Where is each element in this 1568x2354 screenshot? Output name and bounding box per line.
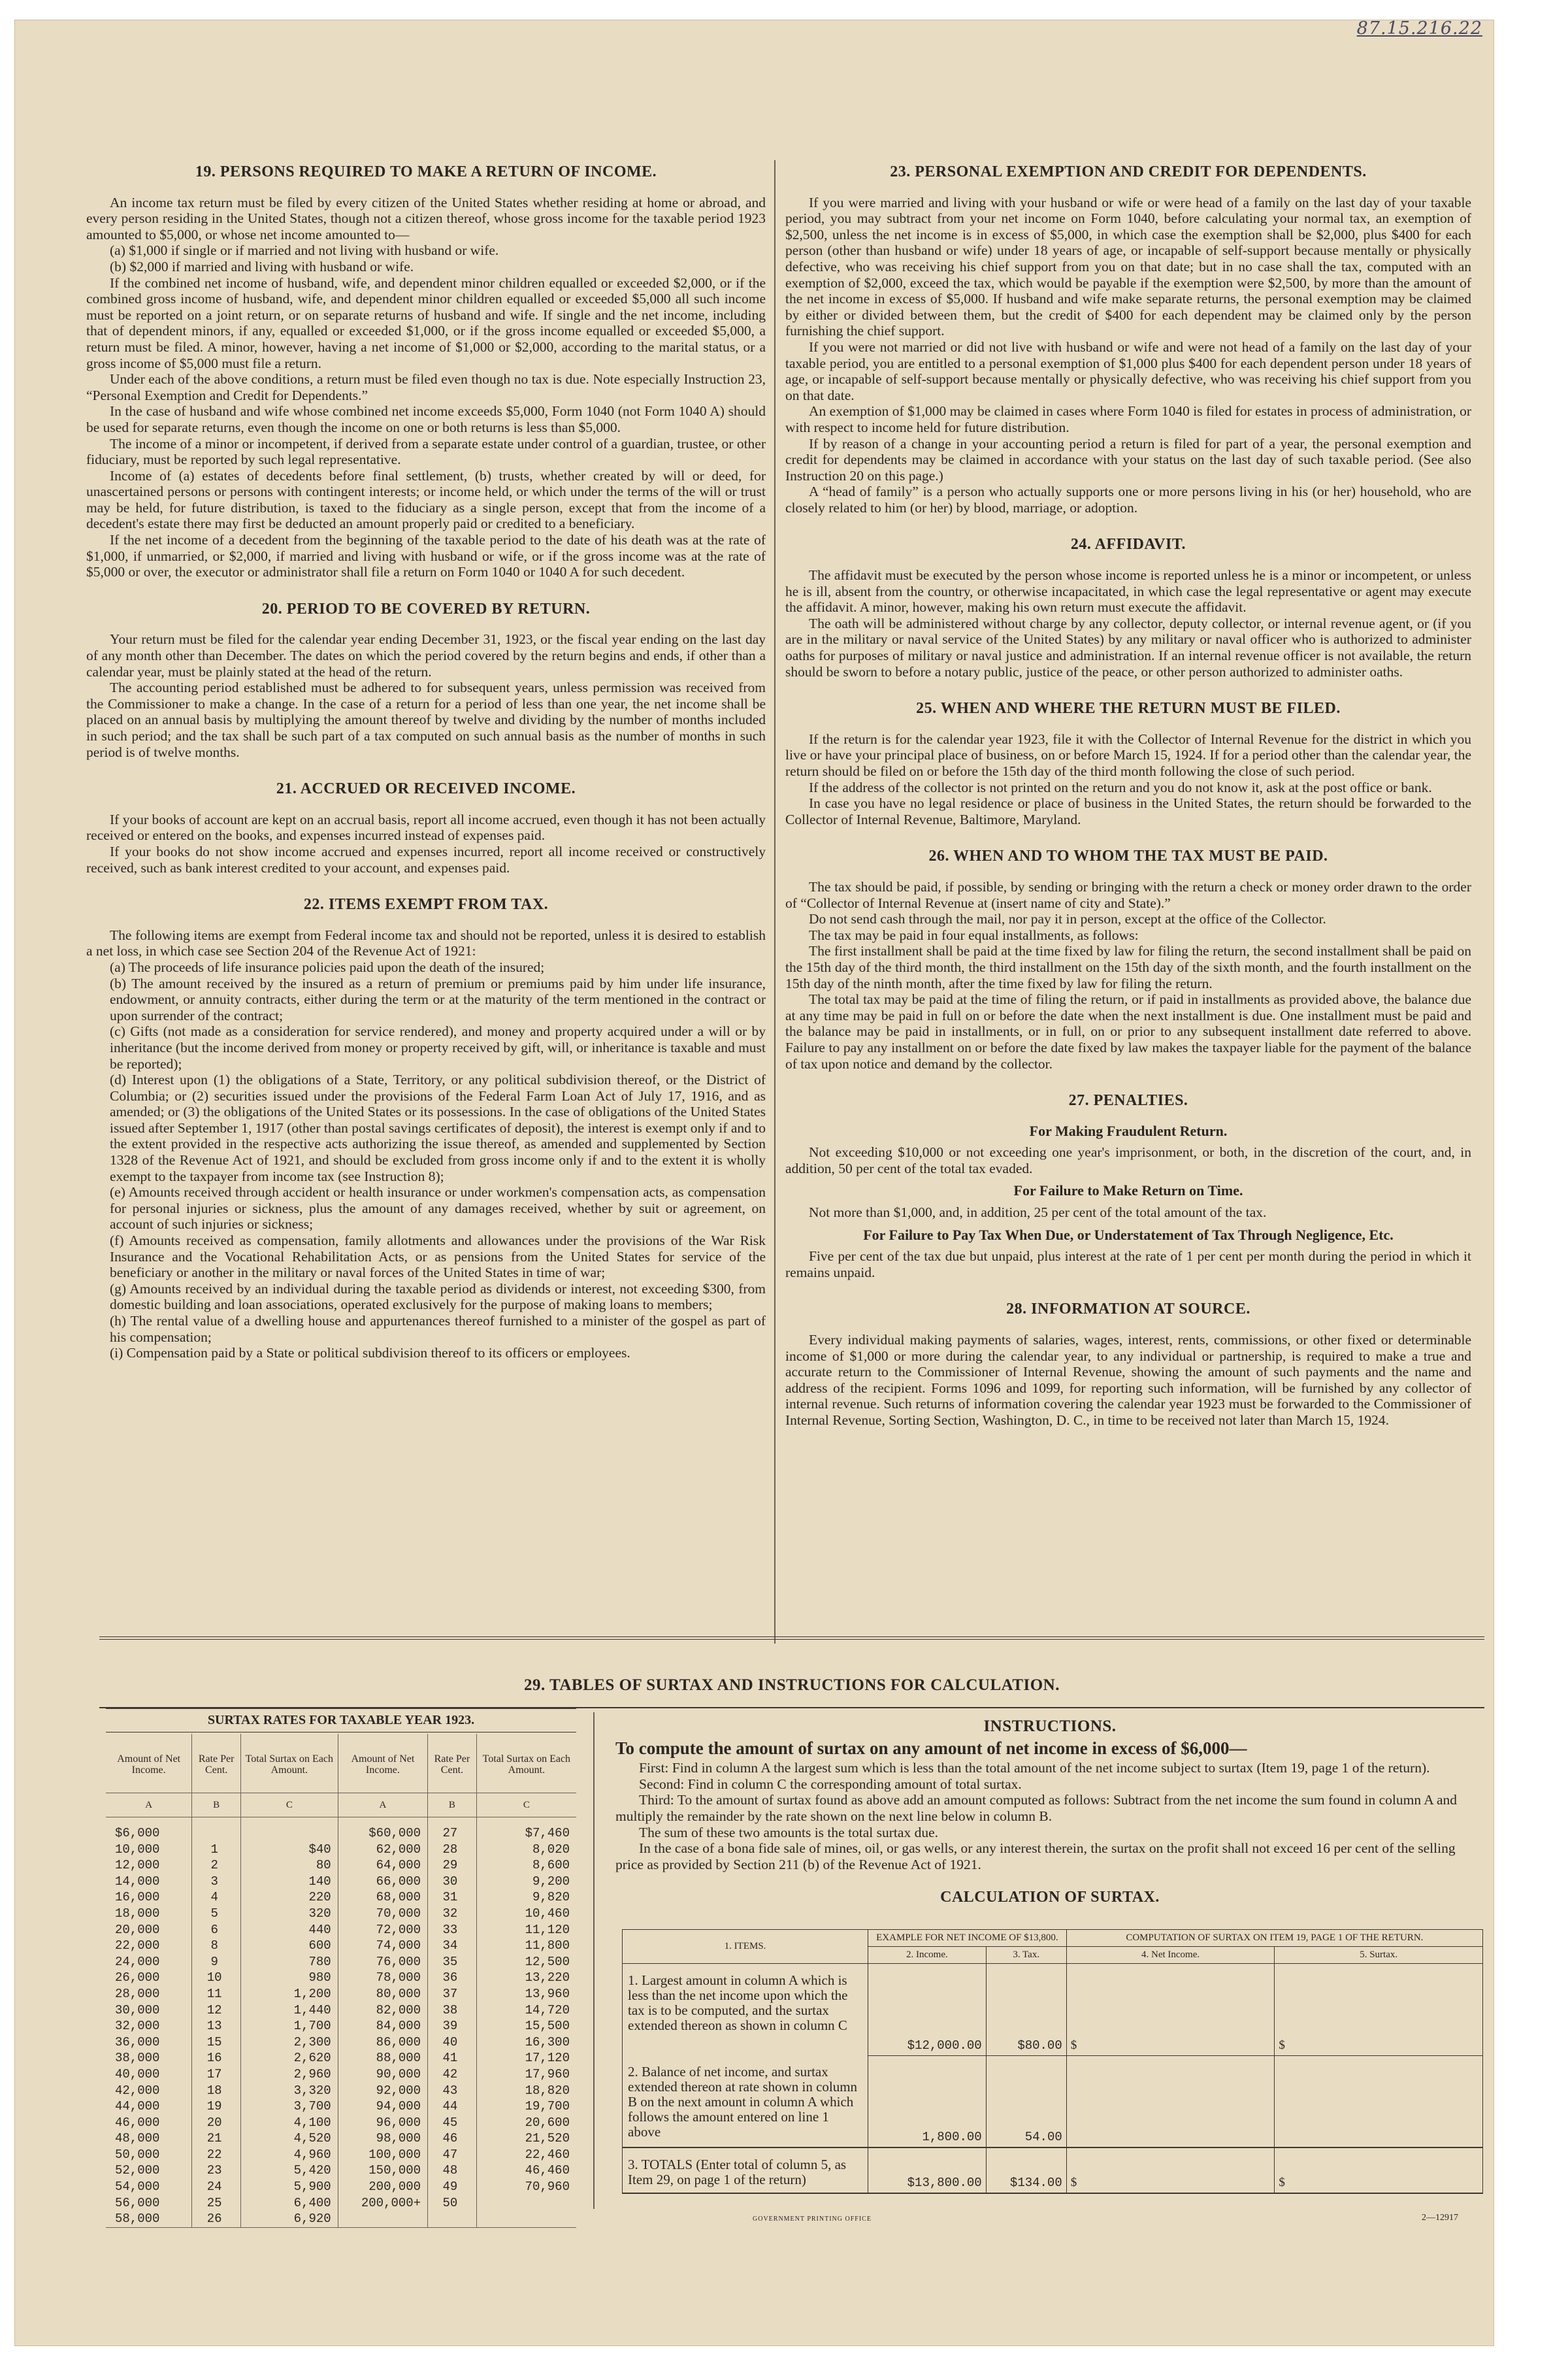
- table-cell: 200,000+: [338, 2195, 427, 2212]
- table-row: [106, 2050, 576, 2066]
- section-gap: [785, 1280, 1471, 1297]
- table-cell: 26,000: [115, 1970, 160, 1985]
- table-cell: 20,000: [115, 1922, 160, 1937]
- section-gap: [785, 1072, 1471, 1089]
- subsection-title: For Making Fraudulent Return.: [1029, 1122, 1228, 1139]
- table-row: [106, 1906, 576, 1922]
- right-column: [785, 160, 1471, 1446]
- table-row: [106, 2195, 576, 2212]
- table-cell: 62,000: [338, 1842, 427, 1858]
- table-cell: 17,120: [476, 2050, 576, 2066]
- table-row: [106, 2179, 576, 2195]
- table-row: [106, 1874, 576, 1890]
- table-cell: 36,000: [115, 2034, 160, 2049]
- paragraph: A “head of family” is a person who actually supports one or more persons living in his (or her) household, who are closely related to him (or her) by blood, marriage, or adoption.: [785, 484, 1471, 516]
- column-divider: [774, 160, 776, 1644]
- surtax-entry: $: [1275, 2147, 1483, 2193]
- table-row: [106, 1842, 576, 1858]
- paragraph: Not exceeding $10,000 or not exceeding one year's imprisonment, or both, in the discretion of the court, and, in addition, 50 per cent of the total tax evaded.: [785, 1144, 1471, 1176]
- table-cell: 37: [428, 1986, 477, 2002]
- paragraph: If you were not married or did not live with husband or wife and were not head of a family on the last day of your taxable period, you are entitled to a personal exemption of $1,000 plus $400 for each dependent person under 18 years of age, or incapable of self-support because mentally or physically defective, who was receiving his chief support from you on that date.: [785, 339, 1471, 403]
- table-cell: 23: [192, 2163, 241, 2179]
- rates-column-letter: B: [428, 1793, 477, 1817]
- rates-column-letter: A: [338, 1793, 427, 1817]
- paragraph: (h) The rental value of a dwelling house and appurtenances thereof furnished to a minister of the gospel as part of his compensation;: [110, 1313, 766, 1345]
- form-number: 2—12917: [1422, 2213, 1458, 2223]
- table-cell: 17: [192, 2066, 241, 2083]
- section-title: 24. AFFIDAVIT.: [1070, 536, 1186, 554]
- table-cell: 94,000: [338, 2098, 427, 2115]
- paragraph: (b) $2,000 if married and living with husband or wife.: [110, 258, 414, 274]
- paragraph: The accounting period established must be adhered to for subsequent years, unless permission was received from the Commissioner to make a change. In the case of a return for a period of less than one year, the net income shall be placed on an annual basis by multiplying the amount thereof by twelve and dividing by the number of months included in such period; and the tax shall be such part of a tax computed on such annual basis as the number of months in such period is of twelve months.: [86, 680, 766, 760]
- tax-amount: 54.00: [986, 2055, 1066, 2147]
- rates-column-header: Total Surtax on Each Amount.: [476, 1734, 576, 1793]
- section-title: 22. ITEMS EXEMPT FROM TAX.: [303, 896, 549, 914]
- table-cell: 43: [428, 2083, 477, 2099]
- table-cell: 31: [428, 1889, 477, 1906]
- table-cell: 72,000: [338, 1922, 427, 1938]
- table-cell: 2,620: [240, 2050, 338, 2066]
- handwritten-accession-number: 87.15.216.22: [1356, 18, 1482, 39]
- table-cell: 10,000: [115, 1842, 160, 1857]
- table-cell: 39: [428, 2018, 477, 2034]
- paragraph: If the combined net income of husband, wife, and dependent minor children equalled or exceeded $2,000, or if the combined gross income of husband, wife, and dependent minor children equalled or exceeded $5,000 all such income must be reported on a joint return, or on separate returns of husband and wife. If single and the net income, including that of dependent minors, if any, equalled or exceeded $1,000, or if the gross income equalled or exceeded $5,000, a return must be filed. A minor, however, having a net income of $1,000 or $2,000, according to the marital status, or a gross income of $5,000 must file a return.: [86, 274, 766, 371]
- table-row: [106, 1970, 576, 1986]
- table-cell: 18,000: [115, 1906, 160, 1921]
- table-row: [106, 2211, 576, 2227]
- table-row: [106, 2130, 576, 2147]
- table-cell: 8,020: [476, 1842, 576, 1858]
- paragraph: Under each of the above conditions, a return must be filed even though no tax is due. Note especially Instruction 23, “Personal Exemption and Credit for Dependents.”: [86, 371, 766, 403]
- table-cell: 220: [240, 1889, 338, 1906]
- income-amount: 1,800.00: [868, 2055, 987, 2147]
- table-cell: 49: [428, 2179, 477, 2195]
- table-cell: 38: [428, 2002, 477, 2019]
- table-cell: 100,000: [338, 2147, 427, 2163]
- table-cell: 2,960: [240, 2066, 338, 2083]
- left-column: [86, 160, 766, 1378]
- item-description: 2. Balance of net income, and surtax extended thereon at rate shown in column B on the next amount in column A which follows the amount entered on line 1 above: [623, 2055, 868, 2147]
- table-cell: 20: [192, 2115, 241, 2131]
- surtax-entry: $: [1275, 1964, 1483, 2056]
- table-cell: 4: [192, 1889, 241, 1906]
- table-cell: 58,000: [106, 2211, 192, 2227]
- paragraph: If you were married and living with your husband or wife or were head of a family on the last day of your taxable period, you may subtract from your net income on Form 1040, before calculating your normal tax, an exemption of $2,500, unless the net income is in excess of $5,000, in which case the exemption shall be $2,000, plus $400 for each person (other than husband or wife) under 18 years of age, or incapable of self-support because mentally or physically defective, who was receiving his chief support from you on that date; but in no case shall the tax, computed with an exemption of $2,000, exceed the tax, which would be payable if the exemption were $2,500, by more than the amount of the net income in excess of $5,000. If husband and wife make separate returns, the personal exemption may be claimed by either or divided between them, but the credit of $400 for each dependent may be claimed only by the person furnishing the chief support.: [785, 194, 1471, 339]
- table-row: [106, 1817, 576, 1842]
- table-cell: 320: [240, 1906, 338, 1922]
- table-cell: 13,220: [476, 1970, 576, 1986]
- section-gap: [86, 580, 766, 597]
- paragraph: (a) $1,000 if single or if married and not living with husband or wife.: [110, 242, 499, 259]
- table-row: [106, 2163, 576, 2179]
- instruction-step: First: Find in column A the largest sum which is less than the total amount of the net income subject to surtax (Item 19, page 1 of the return).: [639, 1760, 1430, 1776]
- paragraph: The tax should be paid, if possible, by sending or bringing with the return a check or money order drawn to the order of “Collector of Internal Revenue at (insert name of city and State).”: [785, 878, 1471, 911]
- table-cell: 200,000: [338, 2179, 427, 2195]
- surtax-rates-caption: SURTAX RATES FOR TAXABLE YEAR 1923.: [106, 1708, 576, 1732]
- table-cell: 82,000: [338, 2002, 427, 2019]
- table-cell: 42: [428, 2066, 477, 2083]
- paragraph: (a) The proceeds of life insurance policies paid upon the death of the insured;: [110, 959, 545, 975]
- table-cell: $40: [240, 1842, 338, 1858]
- table-cell: 2,300: [240, 2034, 338, 2051]
- calculation-row: [623, 1964, 1483, 2056]
- table-row: [106, 2034, 576, 2051]
- table-cell: $60,000: [338, 1817, 427, 1842]
- table-cell: 18: [192, 2083, 241, 2099]
- table-cell: 88,000: [338, 2050, 427, 2066]
- paragraph: An income tax return must be filed by every citizen of the United States whether residing at home or abroad, and every person residing in the United States, though not a citizen thereof, whose gross income for the taxable period 1923 amounted to $5,000, or whose net income amounted to—: [86, 194, 766, 242]
- table-cell: $7,460: [476, 1817, 576, 1842]
- paragraph: The income of a minor or incompetent, if derived from a separate estate under control of a guardian, trustee, or other fiduciary, must be reported by such legal representative.: [86, 435, 766, 468]
- calculation-row: [623, 2055, 1483, 2147]
- table-cell: 32: [428, 1906, 477, 1922]
- table-cell: 21,520: [476, 2130, 576, 2147]
- rates-column-header: Amount of Net Income.: [117, 1753, 181, 1776]
- table-cell: $6,000: [115, 1826, 160, 1840]
- table-cell: 19: [192, 2098, 241, 2115]
- table-cell: [192, 1817, 241, 1842]
- paragraph: The first installment shall be paid at the time fixed by law for filing the return, the second installment shall be paid on the 15th day of the third month, the third installment on the 15th day of the sixth month, and the fourth installment on the 15th day of the ninth month, after the time fixed by law for filing the return.: [785, 943, 1471, 991]
- instructions-lead: To compute the amount of surtax on any amount of net income in excess of $6,000—: [615, 1738, 1247, 1758]
- table-cell: 780: [240, 1954, 338, 1970]
- table-row: [106, 2115, 576, 2131]
- section-title: 19. PERSONS REQUIRED TO MAKE A RETURN OF INCOME.: [195, 163, 657, 180]
- table-cell: 150,000: [338, 2163, 427, 2179]
- table-cell: 40,000: [115, 2066, 160, 2081]
- table-cell: 56,000: [115, 2195, 160, 2210]
- table-cell: 36: [428, 1970, 477, 1986]
- table-cell: 5: [192, 1906, 241, 1922]
- table-cell: 1,700: [240, 2018, 338, 2034]
- surtax-rates-table: [106, 1734, 576, 2228]
- rates-column-letter: C: [240, 1793, 338, 1817]
- table-cell: 12,000: [115, 1858, 160, 1873]
- rates-column-header: Rate Per Cent.: [192, 1734, 241, 1793]
- table-cell: 44,000: [115, 2099, 160, 2114]
- rates-column-letter: C: [476, 1793, 576, 1817]
- table-cell: 46: [428, 2130, 477, 2147]
- table-cell: 9,200: [476, 1874, 576, 1890]
- table-cell: 30: [428, 1874, 477, 1890]
- rates-column-header: Amount of Net Income.: [338, 1734, 427, 1793]
- table-cell: 47: [428, 2147, 477, 2163]
- table-cell: 1: [192, 1842, 241, 1858]
- calculation-table: [622, 1929, 1483, 2194]
- table-cell: 13: [192, 2018, 241, 2034]
- table-cell: 78,000: [338, 1970, 427, 1986]
- net-income-entry: [1066, 2055, 1275, 2147]
- table-row: [106, 2002, 576, 2019]
- table-row: [106, 2018, 576, 2034]
- table-cell: 15,500: [476, 2018, 576, 2034]
- table-cell: 42,000: [115, 2083, 160, 2098]
- table-cell: 6: [192, 1922, 241, 1938]
- paragraph: If the return is for the calendar year 1923, file it with the Collector of Internal Revenue for the district in which you live or have your principal place of business, on or before March 15, 1924. If for a period other than the calendar year, the return should be filed on or before the 15th day of the third month following the close of such period.: [785, 731, 1471, 779]
- table-row: [106, 2098, 576, 2115]
- paragraph: Not more than $1,000, and, in addition, 25 per cent of the total amount of the tax.: [809, 1204, 1267, 1221]
- table-cell: 28,000: [115, 1986, 160, 2001]
- section-gap: [86, 760, 766, 777]
- table-cell: 76,000: [338, 1954, 427, 1970]
- table-cell: 84,000: [338, 2018, 427, 2034]
- paragraph: The affidavit must be executed by the person whose income is reported unless he is a minor or incompetent, or unless he is ill, absent from the country, or otherwise incapacitated, in which case the legal representative or agent may execute the affidavit. A minor, however, making his own return must execute the affidavit.: [785, 567, 1471, 616]
- printer-imprint: GOVERNMENT PRINTING OFFICE: [753, 2215, 872, 2223]
- table-cell: 20,600: [476, 2115, 576, 2131]
- table-cell: 45: [428, 2115, 477, 2131]
- table-cell: 17,960: [476, 2066, 576, 2083]
- paragraph: If your books do not show income accrued and expenses incurred, report all income received or constructively received, such as bank interest credited to your account, and expenses paid.: [86, 843, 766, 876]
- table-cell: 40: [428, 2034, 477, 2051]
- table-cell: 29: [428, 1857, 477, 1874]
- table-cell: 24: [192, 2179, 241, 2195]
- section-gap: [785, 827, 1471, 844]
- surtax-col-header: 5. Surtax.: [1275, 1947, 1483, 1964]
- table-cell: [240, 1817, 338, 1842]
- tax-amount: $134.00: [986, 2147, 1066, 2193]
- table-cell: 16,300: [476, 2034, 576, 2051]
- table-row: [106, 2083, 576, 2099]
- subsection-title: For Failure to Make Return on Time.: [1013, 1182, 1243, 1199]
- item-description: 1. Largest amount in column A which is less than the net income upon which the tax is to be computed, and the surtax extended thereon as shown in column C: [623, 1964, 868, 2056]
- paragraph: In the case of husband and wife whose combined net income exceeds $5,000, Form 1040 (not Form 1040 A) should be used for separate returns, even though the income on one or both returns is less than $5,000.: [86, 403, 766, 435]
- table-cell: 11,120: [476, 1922, 576, 1938]
- table-cell: 66,000: [338, 1874, 427, 1890]
- table-cell: 6,400: [240, 2195, 338, 2212]
- table-cell: 46,000: [115, 2115, 160, 2130]
- table-cell: [428, 2211, 477, 2227]
- paragraph: The oath will be administered without charge by any collector, deputy collector, or internal revenue agent, or (if you are in the military or naval service of the United States) by any military or naval officer who is authorized to administer oaths for purposes of military or naval justice and administration. If an internal revenue officer is not available, the return should be sworn to before a notary public, justice of the peace, or other person authorized to administer oaths.: [785, 615, 1471, 680]
- table-cell: 4,960: [240, 2147, 338, 2163]
- table-cell: 2: [192, 1857, 241, 1874]
- paragraph: (c) Gifts (not made as a consideration for service rendered), and money and property acquired under a will or by inheritance (but the income derived from money or property received by gift, will, or inheritance is taxable and must be reported);: [110, 1023, 766, 1072]
- instruction-step: The sum of these two amounts is the total surtax due.: [639, 1824, 938, 1840]
- paragraph: (e) Amounts received through accident or health insurance or under workmen's compensation acts, as compensation for personal injuries or sickness, plus the amount of any damages received, whether by suit or agreement, on account of such injuries or sickness;: [110, 1184, 766, 1233]
- paragraph: If the address of the collector is not printed on the return and you do not know it, ask at the post office or bank.: [809, 779, 1432, 795]
- table-cell: 50,000: [115, 2147, 160, 2162]
- section-gap: [785, 516, 1471, 533]
- table-cell: 68,000: [338, 1889, 427, 1906]
- column-divider: [593, 1712, 595, 2209]
- income-amount: $13,800.00: [868, 2147, 987, 2193]
- table-cell: 980: [240, 1970, 338, 1986]
- table-row: [106, 1857, 576, 1874]
- table-cell: 48,000: [115, 2131, 160, 2146]
- table-cell: 16,000: [115, 1890, 160, 1905]
- table-cell: 14,000: [115, 1874, 160, 1889]
- calculation-row: [623, 2147, 1483, 2193]
- section-title: 26. WHEN AND TO WHOM THE TAX MUST BE PAID.: [928, 848, 1328, 865]
- table-cell: 46,460: [476, 2163, 576, 2179]
- table-cell: 98,000: [338, 2130, 427, 2147]
- table-cell: 26: [192, 2211, 241, 2227]
- section-gap: [86, 876, 766, 893]
- table-cell: 4,100: [240, 2115, 338, 2131]
- table-cell: 16: [192, 2050, 241, 2066]
- income-col-header: 2. Income.: [868, 1947, 987, 1964]
- computation-header: COMPUTATION OF SURTAX ON ITEM 19, PAGE 1 OF THE RETURN.: [1066, 1930, 1482, 1947]
- table-row: [106, 2066, 576, 2083]
- section-29-title: 29. TABLES OF SURTAX AND INSTRUCTIONS FOR CALCULATION.: [523, 1676, 1060, 1694]
- paragraph: Do not send cash through the mail, nor pay it in person, except at the office of the Collector.: [809, 911, 1326, 927]
- table-row: [106, 1938, 576, 1954]
- paragraph: Every individual making payments of salaries, wages, interest, rents, commissions, or other fixed or determinable income of $1,000 or more during the calendar year, to any individual or partnership, is required to make a true and accurate return to the Commissioner of Internal Revenue, showing the amount of such payments and the name and address of the recipient. Forms 1096 and 1099, for reporting such information, will be furnished by any collector of internal revenue. Such returns of information covering the calendar year 1923 must be forwarded to the Commissioner of Internal Revenue, Sorting Section, Washington, D. C., in time to be received not later than March 15, 1924.: [785, 1332, 1471, 1428]
- paragraph: If your books of account are kept on an accrual basis, report all income accrued, even though it has not been actually received or entered on the books, and expenses incurred instead of expenses paid.: [86, 811, 766, 844]
- table-cell: 5,420: [240, 2163, 338, 2179]
- section-gap: [86, 1361, 766, 1378]
- section-title: 28. INFORMATION AT SOURCE.: [1006, 1301, 1250, 1318]
- table-cell: 10: [192, 1970, 241, 1986]
- table-cell: 70,000: [338, 1906, 427, 1922]
- income-amount: $12,000.00: [868, 1964, 987, 2056]
- table-cell: 96,000: [338, 2115, 427, 2131]
- rates-column-header: Total Surtax on Each Amount.: [240, 1734, 338, 1793]
- table-row: [106, 2147, 576, 2163]
- net-income-entry: $: [1066, 1964, 1275, 2056]
- tax-col-header: 3. Tax.: [986, 1947, 1066, 1964]
- paragraph: If by reason of a change in your accounting period a return is filed for part of a year, the personal exemption and credit for dependents may be claimed in accordance with your status on the last day of such taxable period. (See also Instruction 20 on this page.): [785, 435, 1471, 484]
- table-cell: 9: [192, 1954, 241, 1970]
- table-cell: 28: [428, 1842, 477, 1858]
- table-row: [106, 1954, 576, 1970]
- table-cell: 38,000: [115, 2051, 160, 2066]
- table-cell: 34: [428, 1938, 477, 1954]
- table-cell: 11: [192, 1986, 241, 2002]
- net-income-col-header: 4. Net Income.: [1066, 1947, 1275, 1964]
- paragraph: If the net income of a decedent from the beginning of the taxable period to the date of his death was at the rate of $1,000, if unmarried, or $2,000, if married and living with husband or wife, or if the gross income was at the rate of $5,000 or over, the executor or administrator shall file a return on Form 1040 or 1040 A for such decedent.: [86, 532, 766, 580]
- table-cell: 11,800: [476, 1938, 576, 1954]
- table-cell: 80,000: [338, 1986, 427, 2002]
- table-cell: 74,000: [338, 1938, 427, 1954]
- instruction-step: In the case of a bona fide sale of mines, oil, or gas wells, or any interest therein, the surtax on the profit shall not exceed 16 per cent of the selling price as provided by Section 211 (b) of the Revenue Act of 1921.: [615, 1840, 1456, 1872]
- paragraph: The tax may be paid in four equal installments, as follows:: [809, 927, 1139, 943]
- table-cell: 15: [192, 2034, 241, 2051]
- table-cell: 12,500: [476, 1954, 576, 1970]
- table-cell: 33: [428, 1922, 477, 1938]
- paragraph: The total tax may be paid at the time of filing the return, or if paid in installments as provided above, the balance due at any time may be paid in full on or before the date when the next installment is due. One installment must be paid and the balance may be paid in installments, or in full, on or prior to any subsequent installment date referred to above. Failure to pay any installment on or before the date fixed by law makes the taxpayer liable for the payment of the balance of tax upon notice and demand by the collector.: [785, 991, 1471, 1072]
- table-cell: 21: [192, 2130, 241, 2147]
- items-header: 1. ITEMS.: [623, 1930, 868, 1964]
- table-cell: 14,720: [476, 2002, 576, 2019]
- table-cell: 35: [428, 1954, 477, 1970]
- table-cell: 64,000: [338, 1857, 427, 1874]
- item-description: 3. TOTALS (Enter total of column 5, as Item 29, on page 1 of the return): [623, 2147, 868, 2193]
- section-title: 20. PERIOD TO BE COVERED BY RETURN.: [261, 600, 591, 618]
- table-cell: 140: [240, 1874, 338, 1890]
- paragraph: (f) Amounts received as compensation, family allotments and allowances under the provisions of the War Risk Insurance and the Vocational Rehabilitation Acts, or as pensions from the United States for service of the beneficiary or another in the military or naval forces of the United States in time of war;: [110, 1233, 766, 1281]
- paragraph: (g) Amounts received by an individual during the taxable period as dividends or interest, not exceeding $300, from domestic building and loan associations, operated exclusively for the purpose of making loans to members;: [110, 1280, 766, 1313]
- table-cell: 600: [240, 1938, 338, 1954]
- table-cell: 27: [428, 1817, 477, 1842]
- table-cell: 86,000: [338, 2034, 427, 2051]
- table-cell: 54,000: [115, 2180, 160, 2195]
- table-cell: 90,000: [338, 2066, 427, 2083]
- table-cell: 8,600: [476, 1857, 576, 1874]
- table-cell: 5,900: [240, 2179, 338, 2195]
- rates-column-letter: A: [106, 1793, 192, 1817]
- table-cell: 440: [240, 1922, 338, 1938]
- paragraph: Income of (a) estates of decedents before final settlement, (b) trusts, whether created by will or deed, for unascertained persons or persons with contingent interests; or income held, or which under the terms of the will or trust may be held, for future distribution, is taxed to the fiduciary as a single person, except that from the income of a decedent's estate there may first be deducted an amount properly paid or credited to a beneficiary.: [86, 467, 766, 532]
- table-cell: 1,440: [240, 2002, 338, 2019]
- paragraph: (b) The amount received by the insured as a return of premium or premiums paid by him under life insurance, endowment, or annuity contracts, either during the term or at the maturity of the term mentioned in the contract or upon surrender of the contract;: [110, 975, 766, 1023]
- surtax-entry: [1275, 2055, 1483, 2147]
- net-income-entry: $: [1066, 2147, 1275, 2193]
- subsection-title: For Failure to Pay Tax When Due, or Understatement of Tax Through Negligence, Etc.: [863, 1226, 1394, 1243]
- section-gap: [785, 1429, 1471, 1446]
- paragraph: In case you have no legal residence or place of business in the United States, the return should be forwarded to the Collector of Internal Revenue, Baltimore, Maryland.: [785, 795, 1471, 827]
- section-title: 25. WHEN AND WHERE THE RETURN MUST BE FILED.: [916, 700, 1341, 718]
- table-cell: 8: [192, 1938, 241, 1954]
- table-cell: 30,000: [115, 2002, 160, 2017]
- table-cell: 13,960: [476, 1986, 576, 2002]
- table-cell: [338, 2211, 427, 2227]
- table-cell: 3: [192, 1874, 241, 1890]
- table-cell: 3,700: [240, 2098, 338, 2115]
- section-title: 27. PENALTIES.: [1068, 1092, 1188, 1110]
- table-cell: 4,520: [240, 2130, 338, 2147]
- calculation-title: CALCULATION OF SURTAX.: [940, 1889, 1160, 1906]
- table-cell: 92,000: [338, 2083, 427, 2099]
- section-rule: [99, 1636, 1484, 1640]
- rates-column-letter: B: [192, 1793, 241, 1817]
- table-row: [106, 1922, 576, 1938]
- instruction-step: Second: Find in column C the corresponding amount of total surtax.: [639, 1776, 1022, 1792]
- instruction-step: Third: To the amount of surtax found as above add an amount computed as follows: Subtract from the net income the sum found in column A and multiply the remainder by the rate shown on the next line below in column B.: [615, 1792, 1458, 1824]
- table-cell: 41: [428, 2050, 477, 2066]
- example-header: EXAMPLE FOR NET INCOME OF $13,800.: [868, 1930, 1067, 1947]
- table-cell: 48: [428, 2163, 477, 2179]
- table-row: [106, 1986, 576, 2002]
- document-page: [14, 20, 1494, 2346]
- table-cell: [476, 2211, 576, 2227]
- table-cell: 52,000: [115, 2163, 160, 2178]
- paragraph: (d) Interest upon (1) the obligations of a State, Territory, or any political subdivision thereof, or the District of Columbia; or (2) securities issued under the provisions of the Federal Farm Loan Act of July 17, 1916, and as amended; or (3) the obligations of the United States or its possessions. In the case of obligations of the United States issued after September 1, 1917 (other than postal savings certificates of deposit), the interest is exempt only if and to the extent provided in the respective acts authorizing the issue thereof, as amended and supplemented by Section 1328 of the Revenue Act of 1921, and should be excluded from gross income only if and to the extent it is wholly exempt to the taxpayer from income tax (see Instruction 8);: [110, 1072, 766, 1184]
- table-cell: 9,820: [476, 1889, 576, 1906]
- table-cell: 80: [240, 1857, 338, 1874]
- section-title: 23. PERSONAL EXEMPTION AND CREDIT FOR DEPENDENTS.: [890, 163, 1367, 180]
- section-title: 21. ACCRUED OR RECEIVED INCOME.: [276, 780, 576, 798]
- tax-amount: $80.00: [986, 1964, 1066, 2056]
- table-cell: 6,920: [240, 2211, 338, 2227]
- table-cell: 44: [428, 2098, 477, 2115]
- table-cell: 22,460: [476, 2147, 576, 2163]
- paragraph: (i) Compensation paid by a State or political subdivision thereof to its officers or employees.: [110, 1345, 630, 1361]
- paragraph: The following items are exempt from Federal income tax and should not be reported, unless it is desired to establish a net loss, in which case see Section 204 of the Revenue Act of 1921:: [86, 927, 766, 959]
- paragraph: Five per cent of the tax due but unpaid, plus interest at the rate of 1 per cent per month during the period in which it remains unpaid.: [785, 1248, 1471, 1280]
- rates-column-header: Rate Per Cent.: [428, 1734, 477, 1793]
- table-cell: 10,460: [476, 1906, 576, 1922]
- table-cell: 22,000: [115, 1938, 160, 1953]
- instructions-title: INSTRUCTIONS.: [983, 1717, 1117, 1735]
- instructions-block: [615, 1719, 1484, 1919]
- table-cell: 50: [428, 2195, 477, 2212]
- table-cell: 19,700: [476, 2098, 576, 2115]
- section-gap: [785, 680, 1471, 697]
- table-cell: 3,320: [240, 2083, 338, 2099]
- table-cell: 1,200: [240, 1986, 338, 2002]
- paragraph: An exemption of $1,000 may be claimed in cases where Form 1040 is filed for estates in process of administration, or with respect to income held for future distribution.: [785, 403, 1471, 435]
- table-cell: 12: [192, 2002, 241, 2019]
- table-cell: 18,820: [476, 2083, 576, 2099]
- table-cell: [476, 2195, 576, 2212]
- table-cell: 24,000: [115, 1954, 160, 1969]
- table-cell: 22: [192, 2147, 241, 2163]
- table-cell: 25: [192, 2195, 241, 2212]
- table-cell: 70,960: [476, 2179, 576, 2195]
- table-row: [106, 1889, 576, 1906]
- table-cell: 32,000: [115, 2019, 160, 2034]
- paragraph: Your return must be filed for the calendar year ending December 31, 1923, or the fiscal year ending on the last day of any month other than December. The dates on which the period covered by the return begins and ends, if other than a calendar year, must be plainly stated at the head of the return.: [86, 631, 766, 680]
